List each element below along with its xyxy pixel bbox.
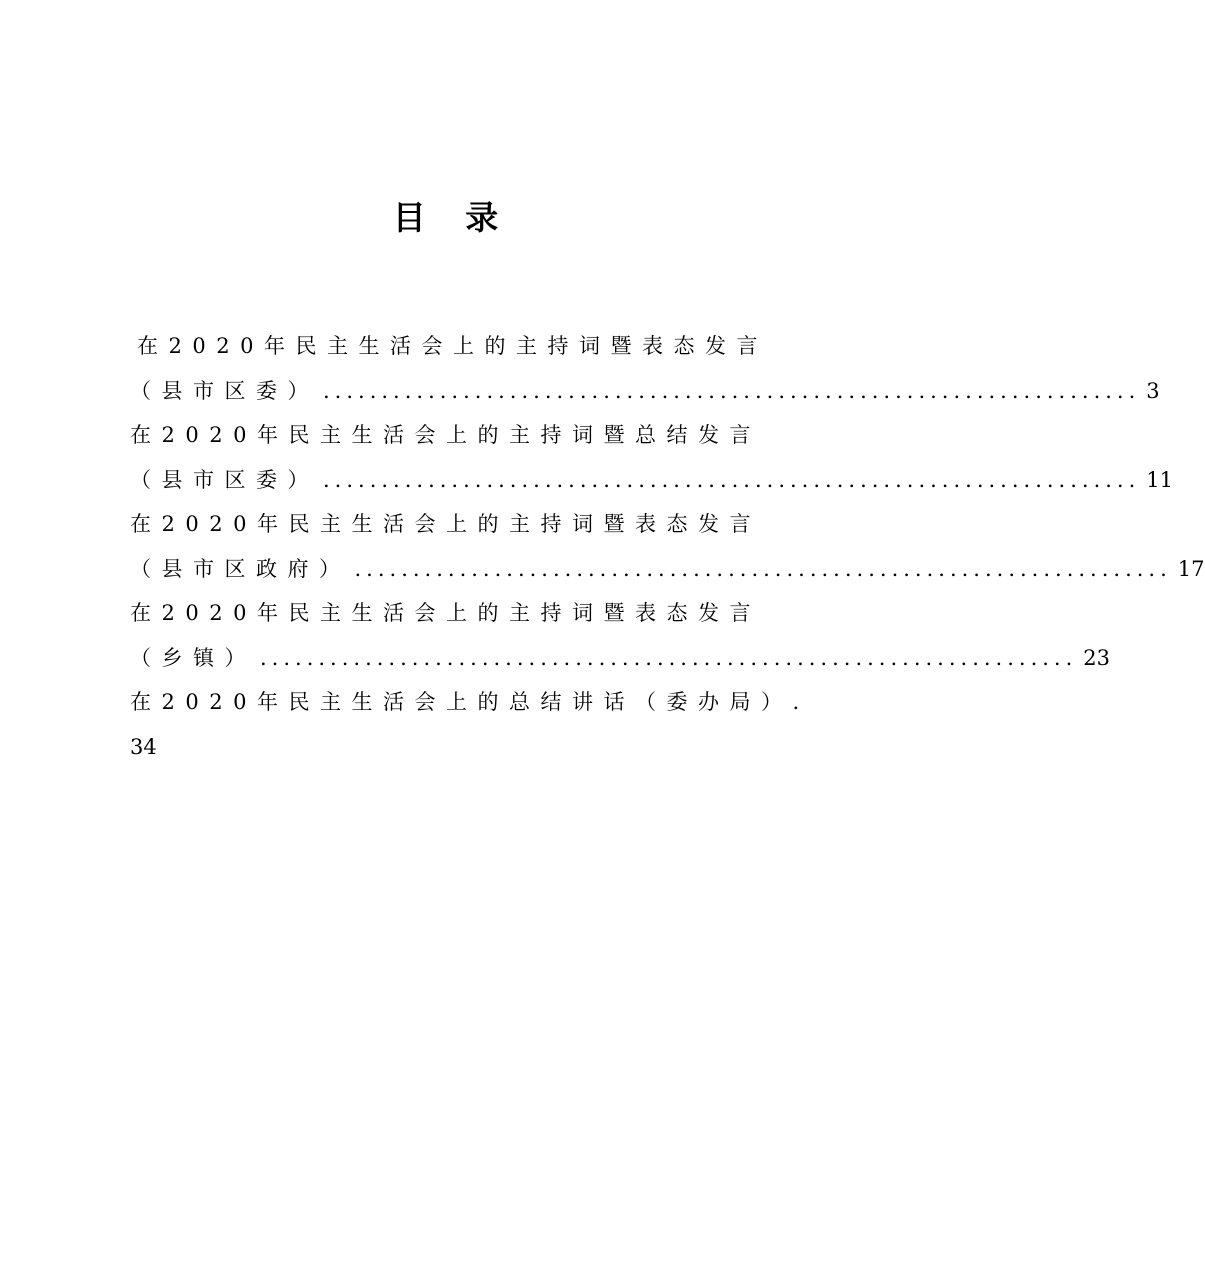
toc-entry-1-title[interactable]: 在2020年民主生活会上的主持词暨表态发言 [137,334,768,358]
toc-entry-4-leader: ...................................................................... [260,646,1078,670]
toc-entry-3-sub[interactable] [130,551,1205,587]
toc-entry-2-title[interactable]: 在2020年民主生活会上的主持词暨总结发言 [130,423,761,447]
toc-entry-4-subtitle: （乡镇） [130,646,256,670]
toc-entry-1-sub[interactable] [130,373,1160,409]
toc-entry-1-subtitle: （县市区委） [130,379,319,403]
toc-entry-2-leader: ...................................................................... [323,468,1141,492]
toc-entry-5-title[interactable]: 在2020年民主生活会上的总结讲话（委办局）. [130,690,810,714]
toc-entry-5-page: 34 [130,735,157,759]
toc-entry-3-title[interactable]: 在2020年民主生活会上的主持词暨表态发言 [130,512,761,536]
toc-entry-1-leader: ...................................................................... [323,379,1141,403]
toc-entry-4-sub[interactable] [130,640,1111,676]
toc-entry-2-sub[interactable] [130,462,1174,498]
toc-entry-1-page: 3 [1146,379,1160,403]
toc-title: 目 录 [392,198,513,237]
toc-entry-2-page: 11 [1146,468,1174,492]
toc-entry-4-page: 23 [1083,646,1111,670]
toc-entry-3-subtitle: （县市区政府） [130,557,351,581]
toc-entry-4-title[interactable]: 在2020年民主生活会上的主持词暨表态发言 [130,601,761,625]
toc-entry-3-leader: ...................................................................... [354,557,1172,581]
toc-entry-3-page: 17 [1177,557,1205,581]
toc-entry-2-subtitle: （县市区委） [130,468,319,492]
